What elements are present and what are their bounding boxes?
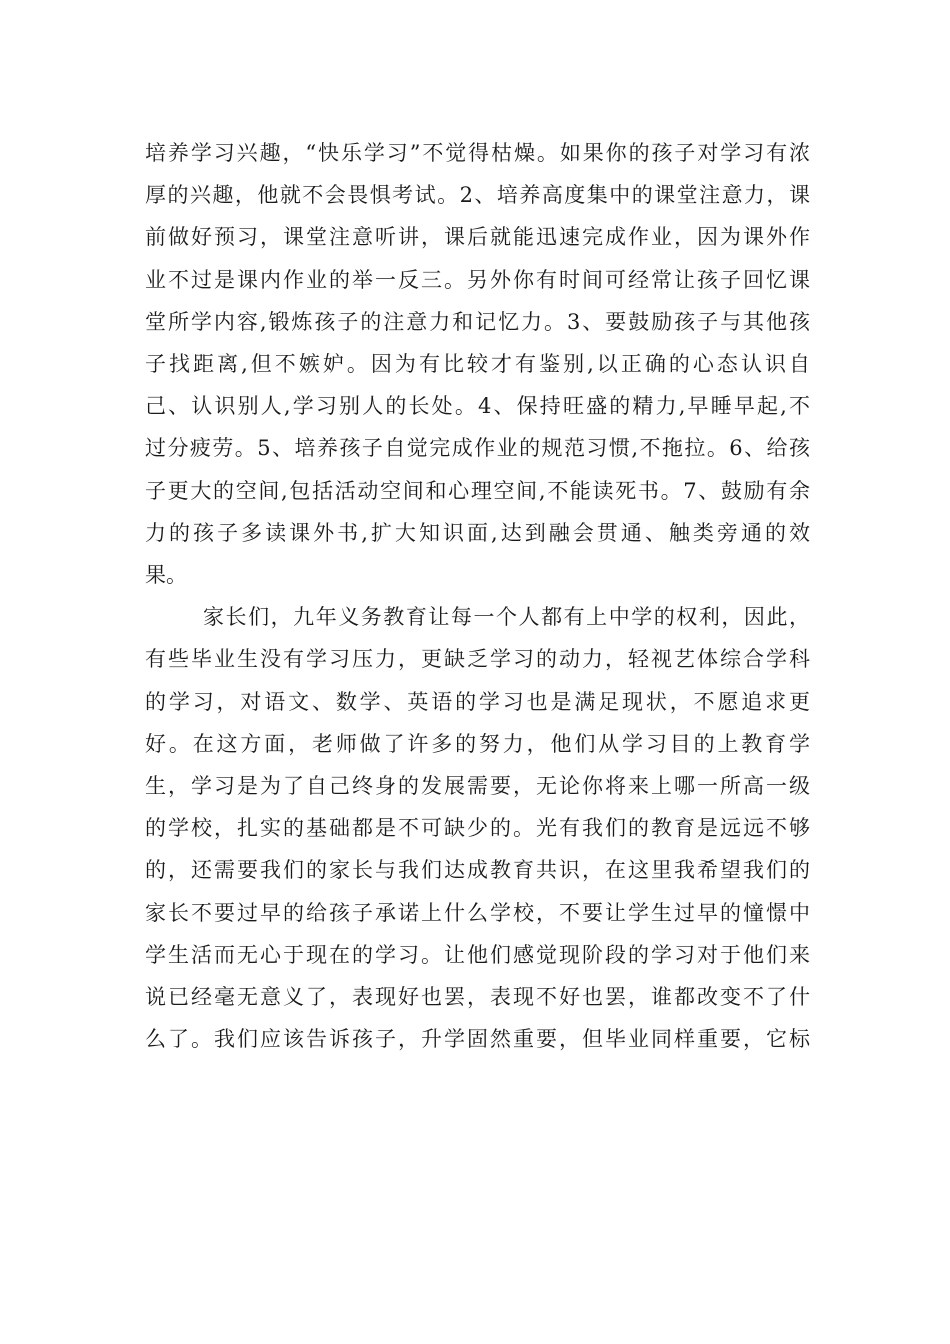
text-line: 力的孩子多读课外书,扩大知识面,达到融会贯通、触类旁通的效 — [145, 520, 810, 545]
text-line: 子更大的空间,包括活动空间和心理空间,不能读死书。7、鼓励有余 — [145, 478, 810, 503]
text-line: 前做好预习，课堂注意听讲，课后就能迅速完成作业，因为课外作 — [145, 225, 810, 250]
text-line: 学生活而无心于现在的学习。让他们感觉现阶段的学习对于他们来 — [145, 942, 810, 967]
text-line: 说已经毫无意义了，表现好也罢，表现不好也罢，谁都改变不了什 — [145, 985, 810, 1009]
text-line: 堂所学内容,锻炼孩子的注意力和记忆力。3、要鼓励孩子与其他孩 — [145, 309, 810, 334]
text-line: 好。在这方面，老师做了许多的努力，他们从学习目的上教育学 — [145, 731, 810, 756]
text-line: 生，学习是为了自己终身的发展需要，无论你将来上哪一所高一级 — [145, 774, 810, 798]
text-line: 么了。我们应该告诉孩子，升学固然重要，但毕业同样重要，它标 — [145, 1027, 810, 1052]
text-line: 的，还需要我们的家长与我们达成教育共识，在这里我希望我们的 — [145, 858, 810, 883]
text-line: 厚的兴趣，他就不会畏惧考试。2、培养高度集中的课堂注意力，课 — [145, 183, 810, 208]
text-line: 有些毕业生没有学习压力，更缺乏学习的动力，轻视艺体综合学科 — [145, 647, 810, 672]
text-line: 的学校，扎实的基础都是不可缺少的。光有我们的教育是远远不够 — [145, 816, 810, 841]
text-line: 子找距离,但不嫉妒。因为有比较才有鉴别,以正确的心态认识自 — [145, 352, 810, 376]
text-line: 培养学习兴趣，“快乐学习”不觉得枯燥。如果你的孩子对学习有浓 — [145, 141, 810, 165]
text-line: 过分疲劳。5、培养孩子自觉完成作业的规范习惯,不拖拉。6、给孩 — [145, 436, 810, 461]
text-line: 己、认识别人,学习别人的长处。4、保持旺盛的精力,早睡早起,不 — [145, 394, 810, 419]
text-line: 家长们，九年义务教育让每一个人都有上中学的权利，因此， — [203, 605, 810, 630]
text-line: 果。 — [145, 563, 187, 587]
text-line: 的学习，对语文、数学、英语的学习也是满足现状，不愿追求更 — [145, 689, 810, 714]
text-line: 家长不要过早的给孩子承诺上什么学校，不要让学生过早的憧憬中 — [145, 900, 810, 925]
text-line: 业不过是课内作业的举一反三。另外你有时间可经常让孩子回忆课 — [145, 267, 810, 292]
